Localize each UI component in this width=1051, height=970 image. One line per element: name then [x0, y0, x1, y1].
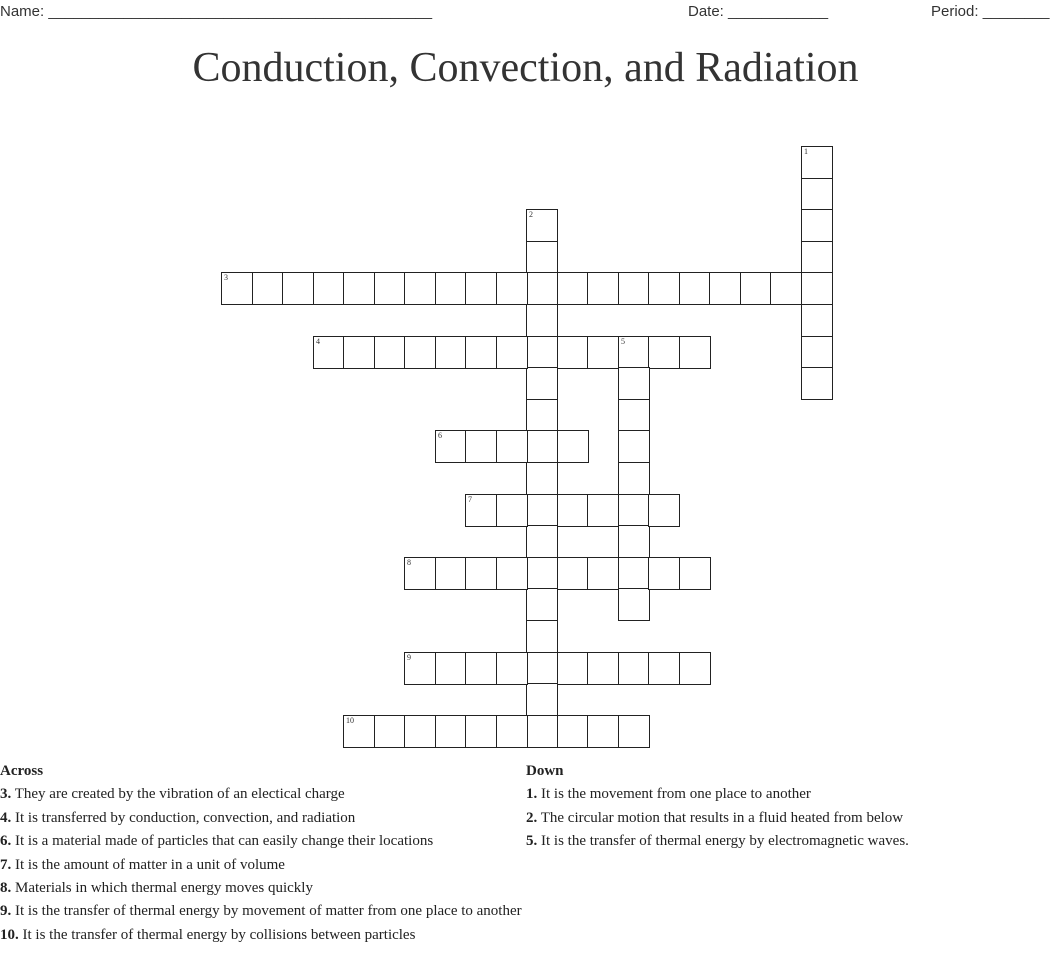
crossword-cell[interactable] — [404, 652, 436, 685]
crossword-cell[interactable] — [526, 525, 558, 558]
crossword-cell[interactable] — [496, 715, 528, 748]
crossword-cell[interactable] — [557, 336, 589, 369]
crossword-cell[interactable] — [435, 557, 467, 590]
crossword-cell[interactable] — [618, 588, 650, 621]
across-heading: Across — [0, 763, 44, 779]
crossword-cell[interactable] — [465, 652, 497, 685]
crossword-cell[interactable] — [587, 336, 619, 369]
crossword-cell[interactable] — [679, 336, 711, 369]
crossword-cell[interactable] — [496, 557, 528, 590]
clue-num: 9. — [0, 903, 12, 920]
crossword-cell[interactable] — [587, 715, 619, 748]
clue-num: 7. — [0, 856, 12, 873]
clue-number: 4 — [316, 337, 320, 346]
crossword-cell[interactable] — [679, 557, 711, 590]
crossword-cell[interactable] — [557, 652, 589, 685]
across-clue — [0, 924, 525, 947]
crossword-cell[interactable] — [618, 494, 650, 527]
clue-number: 8 — [407, 558, 411, 567]
crossword-cell[interactable] — [557, 494, 589, 527]
clue-num: 3. — [0, 786, 12, 803]
crossword-cell[interactable] — [465, 715, 497, 748]
crossword-cell[interactable] — [343, 336, 375, 369]
crossword-cell[interactable] — [679, 652, 711, 685]
crossword-cell[interactable] — [587, 494, 619, 527]
down-clue-list — [526, 783, 1051, 853]
crossword-cell[interactable] — [526, 683, 558, 716]
crossword-cell[interactable] — [618, 272, 650, 305]
crossword-cell[interactable] — [465, 272, 497, 305]
name-field[interactable]: Name: ______________________________________________ — [0, 3, 433, 20]
across-clue — [0, 900, 525, 923]
crossword-cell[interactable] — [526, 336, 558, 369]
crossword-cell[interactable] — [343, 272, 375, 305]
clue-text: It is the transfer of thermal energy by collisions between particles — [18, 926, 416, 943]
crossword-cell[interactable] — [404, 715, 436, 748]
period-field[interactable]: Period: ________ — [931, 3, 1050, 20]
clue-number: 3 — [224, 273, 228, 282]
crossword-cell[interactable] — [526, 557, 558, 590]
crossword-cell[interactable] — [374, 336, 406, 369]
crossword-cell[interactable] — [526, 241, 558, 274]
crossword-cell[interactable] — [801, 146, 833, 179]
clue-text: It is the transfer of thermal energy by electromagnetic waves. — [537, 833, 909, 850]
crossword-cell[interactable] — [526, 367, 558, 400]
crossword-cell[interactable] — [618, 652, 650, 685]
crossword-cell[interactable] — [526, 304, 558, 337]
crossword-cell[interactable] — [465, 494, 497, 527]
crossword-cell[interactable] — [526, 209, 558, 242]
down-clues — [526, 760, 1051, 854]
crossword-cell[interactable] — [801, 272, 833, 305]
clue-text: It is transferred by conduction, convection, and radiation — [11, 809, 356, 826]
crossword-cell[interactable] — [648, 272, 680, 305]
across-clues — [0, 760, 525, 947]
clue-text: It is a material made of particles that can easily change their locations — [11, 833, 434, 850]
crossword-cell[interactable] — [496, 336, 528, 369]
crossword-cell[interactable] — [587, 652, 619, 685]
clue-num: 10. — [0, 926, 19, 943]
clue-text: They are created by the vibration of an electical charge — [11, 786, 345, 803]
crossword-cell[interactable] — [618, 557, 650, 590]
crossword-cell[interactable] — [526, 652, 558, 685]
page-title: Conduction, Convection, and Radiation — [192, 45, 859, 91]
crossword-cell[interactable] — [313, 272, 345, 305]
crossword-cell[interactable] — [526, 588, 558, 621]
crossword-cell[interactable] — [618, 367, 650, 400]
across-clue — [0, 854, 525, 877]
date-field[interactable]: Date: ____________ — [688, 3, 829, 20]
down-clue — [526, 807, 1051, 830]
crossword-cell[interactable] — [526, 715, 558, 748]
clue-num: 4. — [0, 809, 12, 826]
crossword-cell[interactable] — [465, 430, 497, 463]
crossword-cell[interactable] — [801, 336, 833, 369]
across-clue — [0, 807, 525, 830]
clue-num: 5. — [526, 833, 538, 850]
crossword-cell[interactable] — [557, 430, 589, 463]
crossword-cell[interactable] — [526, 272, 558, 305]
crossword-cell[interactable] — [587, 272, 619, 305]
down-clue — [526, 783, 1051, 806]
crossword-cell[interactable] — [648, 557, 680, 590]
crossword-cell[interactable] — [374, 715, 406, 748]
crossword-cell[interactable] — [618, 715, 650, 748]
clue-number: 6 — [438, 431, 442, 440]
crossword-cell[interactable] — [404, 272, 436, 305]
crossword-cell[interactable] — [618, 462, 650, 495]
crossword-cell[interactable] — [526, 462, 558, 495]
clue-num: 8. — [0, 880, 12, 897]
crossword-cell[interactable] — [526, 430, 558, 463]
clue-text: The circular motion that results in a fluid heated from below — [537, 809, 904, 826]
clue-number: 7 — [468, 495, 472, 504]
clue-number: 10 — [346, 716, 354, 725]
crossword-cell[interactable] — [648, 336, 680, 369]
crossword-cell[interactable] — [313, 336, 345, 369]
across-clue — [0, 783, 525, 806]
crossword-cell[interactable] — [801, 209, 833, 242]
crossword-cell[interactable] — [435, 715, 467, 748]
crossword-cell[interactable] — [435, 336, 467, 369]
crossword-cell[interactable] — [557, 557, 589, 590]
clue-number: 1 — [804, 147, 808, 156]
clue-text: It is the movement from one place to another — [537, 786, 811, 803]
crossword-cell[interactable] — [618, 399, 650, 432]
crossword-cell[interactable] — [679, 272, 711, 305]
crossword-cell[interactable] — [404, 557, 436, 590]
crossword-cell[interactable] — [465, 557, 497, 590]
crossword-cell[interactable] — [465, 336, 497, 369]
clue-number: 2 — [529, 210, 533, 219]
crossword-cell[interactable] — [770, 272, 802, 305]
crossword-cell[interactable] — [343, 715, 375, 748]
crossword-cell[interactable] — [526, 399, 558, 432]
crossword-cell[interactable] — [648, 494, 680, 527]
crossword-cell[interactable] — [587, 557, 619, 590]
clue-number: 9 — [407, 653, 411, 662]
across-clue — [0, 877, 525, 900]
clue-num: 2. — [526, 809, 538, 826]
crossword-cell[interactable] — [618, 525, 650, 558]
crossword-cell[interactable] — [740, 272, 772, 305]
crossword-cell[interactable] — [801, 304, 833, 337]
clue-num: 1. — [526, 786, 538, 803]
across-clue-list — [0, 783, 525, 947]
crossword-cell[interactable] — [709, 272, 741, 305]
crossword-cell[interactable] — [435, 430, 467, 463]
down-heading: Down — [526, 763, 564, 779]
crossword-cell[interactable] — [282, 272, 314, 305]
crossword-cell[interactable] — [435, 272, 467, 305]
clue-number: 5 — [621, 337, 625, 346]
clue-text: Materials in which thermal energy moves quickly — [11, 880, 313, 897]
crossword-cell[interactable] — [374, 272, 406, 305]
crossword-cell[interactable] — [252, 272, 284, 305]
crossword-cell[interactable] — [648, 652, 680, 685]
crossword-cell[interactable] — [404, 336, 436, 369]
crossword-cell[interactable] — [557, 272, 589, 305]
clue-text: It is the transfer of thermal energy by movement of matter from one place to another — [11, 903, 522, 920]
crossword-cell[interactable] — [496, 494, 528, 527]
crossword-cell[interactable] — [435, 652, 467, 685]
crossword-cell[interactable] — [496, 272, 528, 305]
crossword-cell[interactable] — [801, 241, 833, 274]
crossword-cell[interactable] — [526, 494, 558, 527]
clue-num: 6. — [0, 833, 12, 850]
crossword-cell[interactable] — [221, 272, 253, 305]
crossword-cell[interactable] — [618, 336, 650, 369]
crossword-cell[interactable] — [496, 652, 528, 685]
across-clue — [0, 830, 525, 853]
crossword-cell[interactable] — [526, 620, 558, 653]
crossword-cell[interactable] — [801, 367, 833, 400]
crossword-cell[interactable] — [618, 430, 650, 463]
crossword-cell[interactable] — [557, 715, 589, 748]
down-clue — [526, 830, 1051, 853]
clue-text: It is the amount of matter in a unit of volume — [11, 856, 285, 873]
crossword-cell[interactable] — [496, 430, 528, 463]
crossword-cell[interactable] — [801, 178, 833, 211]
